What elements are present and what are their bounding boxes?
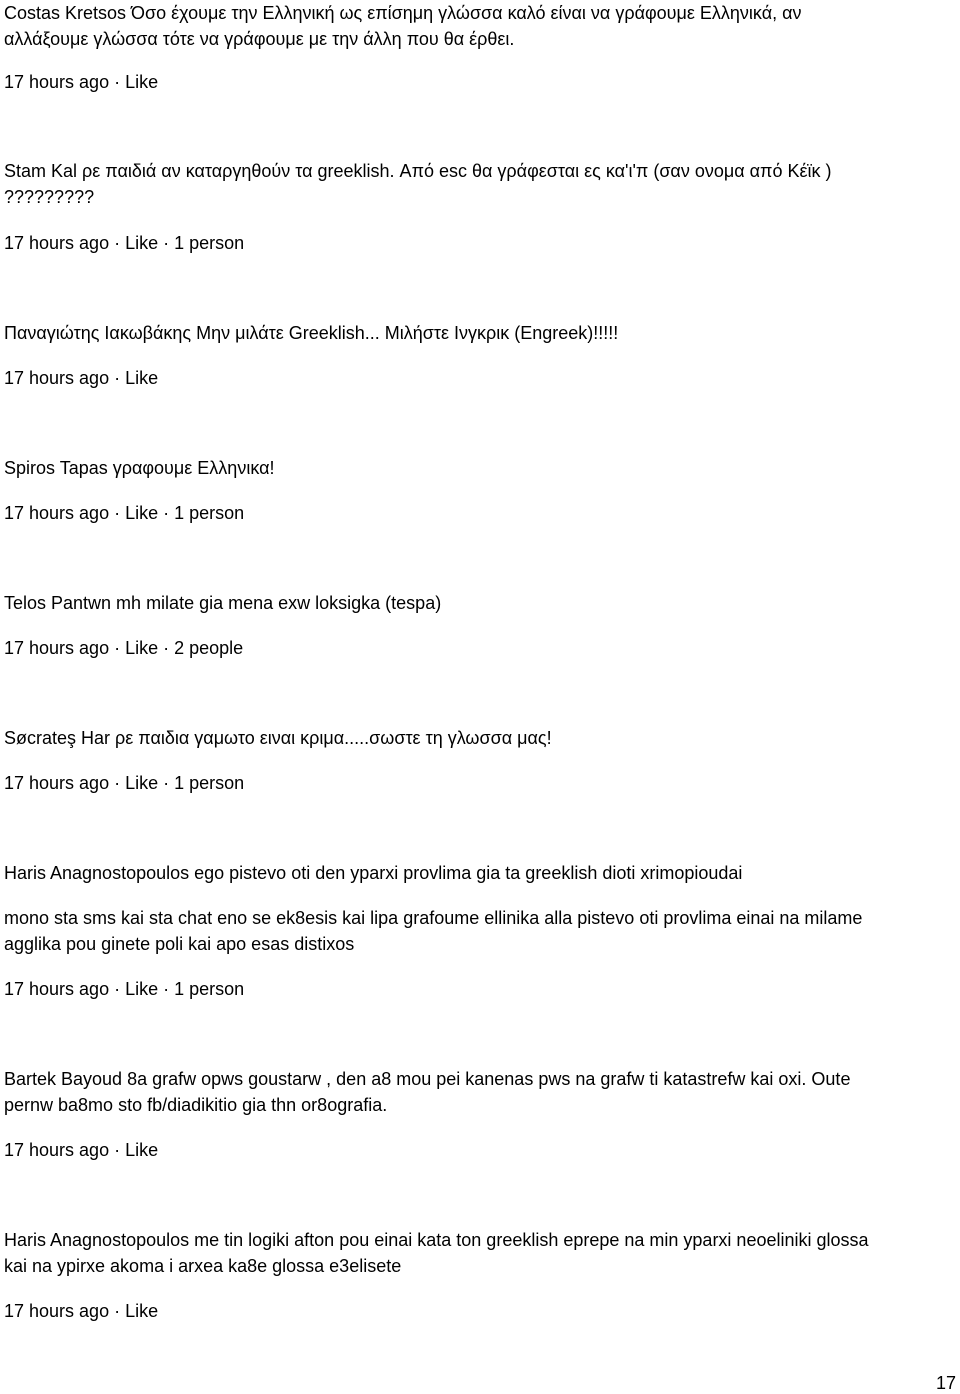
comment-4-meta: 17 hours ago · Like · 1 person (4, 503, 245, 523)
comment-1-text-line-2: αλλάξουμε γλώσσα τότε να γράφουμε με την άλλη που θα έρθει. (4, 29, 515, 49)
comment-7-text-line-3: agglika pou ginete poli kai apo esas distixos (4, 934, 355, 954)
comment-8-meta: 17 hours ago · Like (4, 1140, 159, 1160)
comment-9-meta: 17 hours ago · Like (4, 1301, 159, 1321)
comment-5-meta: 17 hours ago · Like · 2 people (4, 638, 244, 658)
comment-5-text-line-1: Telos Pantwn mh milate gia mena exw loksigka (tespa) (4, 593, 442, 613)
comment-9-text-line-1: Haris Anagnostopoulos me tin logiki afton pou einai kata ton greeklish eprepe na min yparxi neoeliniki glossa (4, 1230, 869, 1250)
comment-1-meta: 17 hours ago · Like (4, 72, 159, 92)
comment-7-text-line-2: mono sta sms kai sta chat eno se ek8esis kai lipa grafoume ellinika alla pistevo oti provlima einai na milame (4, 908, 863, 928)
comment-6-meta: 17 hours ago · Like · 1 person (4, 773, 245, 793)
comment-9-text-line-2: kai na ypirxe akoma i arxea ka8e glossa e3elisete (4, 1256, 402, 1276)
comment-6-text-line-1: Søcrateş Har ρε παιδια γαμωτο ειναι κριμα.....σωστε τη γλωσσα μας! (4, 728, 552, 748)
comment-8-text-line-1: Bartek Bayoud 8a grafw opws goustarw , den a8 mou pei kanenas pws na grafw ti katastrefw kai oxi. Oute (4, 1069, 851, 1089)
comment-8-text-line-2: pernw ba8mo sto fb/diadikitio gia thn or8ografia. (4, 1095, 388, 1115)
comment-7-meta: 17 hours ago · Like · 1 person (4, 979, 245, 999)
comment-1-text-line-1: Costas Kretsos Όσο έχουμε την Ελληνική ως επίσημη γλώσσα καλό είναι να γράφουμε Ελληνικά, αν (4, 3, 802, 23)
comment-2-text-line-2: ????????? (4, 187, 95, 207)
comment-2-text-line-1: Stam Kal ρε παιδιά αν καταργηθούν τα greeklish. Από esc θα γράφεσται ες κα'ι'π (σαν ονομα από Κέϊκ ) (4, 161, 832, 181)
comment-3-text-line-1: Παναγιώτης Ιακωβάκης Μην μιλάτε Greeklish... Μιλήστε Ινγκρικ (Engreek)!!!!! (4, 323, 619, 343)
comment-7-text-line-1: Haris Anagnostopoulos ego pistevo oti den yparxi provlima gia ta greeklish dioti xrimopioudai (4, 863, 743, 883)
comment-2-meta: 17 hours ago · Like · 1 person (4, 233, 245, 253)
comment-4-text-line-1: Spiros Tapas γραφουμε Ελληνικα! (4, 458, 275, 478)
comment-3-meta: 17 hours ago · Like (4, 368, 159, 388)
page-number: 17 (935, 1373, 956, 1393)
